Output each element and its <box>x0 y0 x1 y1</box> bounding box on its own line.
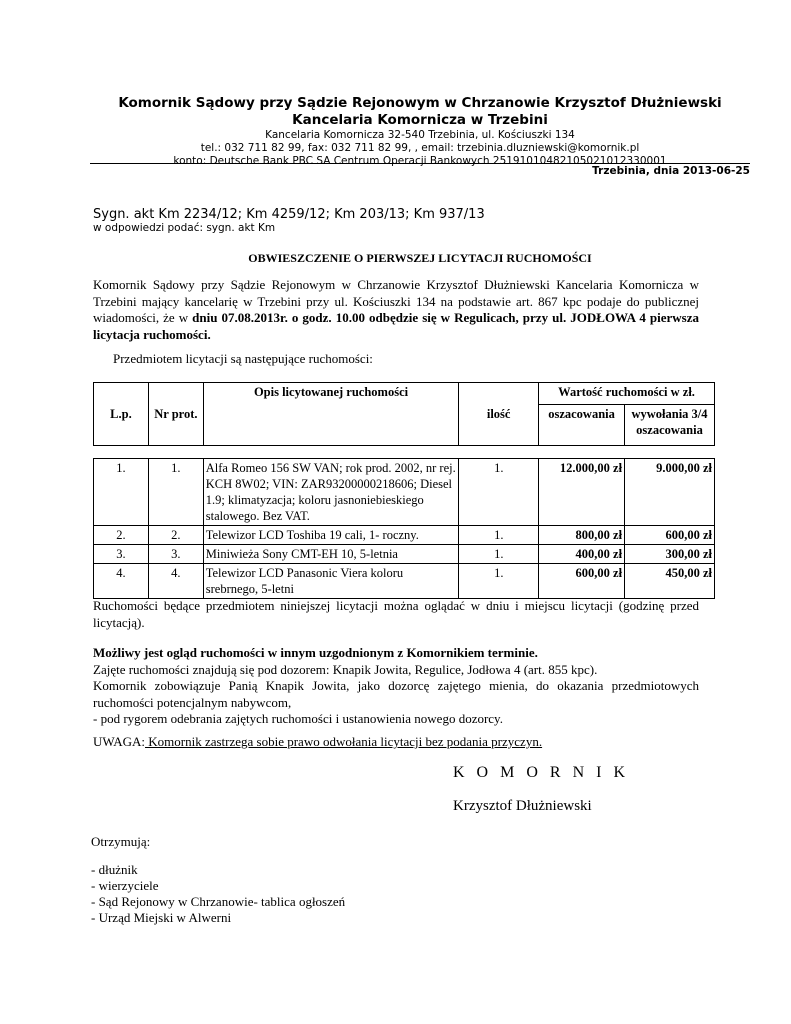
cell-ilosc: 1. <box>459 459 539 526</box>
bank-account: konto: Deutsche Bank PBC SA Centrum Operacji Bankowych 25191010482105021012330001 <box>173 155 667 167</box>
header-oszacowania: oszacowania <box>539 405 625 446</box>
cell-opis: Telewizor LCD Panasonic Viera koloru srebrnego, 5-letni <box>203 564 459 599</box>
custodian-obligation: Komornik zobowiązuje Panią Knapik Jowita, jako dozorcę zajętego mienia, do okazania przedmiotowych ruchomości potencjalnym nabywcom, <box>93 678 699 710</box>
list-item: - Urząd Miejski w Alwerni <box>91 910 232 925</box>
cell-nr: 4. <box>148 564 203 599</box>
signature-name: Krzysztof Dłużniewski <box>453 798 592 814</box>
items-table-header <box>93 382 715 446</box>
auction-date-text: dniu 07.08.2013r. o godz. 10.00 odbędzie się w Regulicach, przy ul. JODŁOWA 4 pierwsza licytacja ruchomości. <box>93 310 699 342</box>
cell-opis: Telewizor LCD Toshiba 19 cali, 1- roczny. <box>203 526 459 545</box>
cell-lp: 1. <box>94 459 149 526</box>
custody-paragraph <box>93 645 699 728</box>
cell-lp: 2. <box>94 526 149 545</box>
header-wartosc: Wartość ruchomości w zł. <box>539 383 715 405</box>
cell-ilosc: 1. <box>459 526 539 545</box>
office-name: Kancelaria Komornicza w Trzebini <box>292 112 548 128</box>
recipients-list <box>91 862 345 926</box>
list-item: - dłużnik <box>91 862 138 877</box>
letterhead <box>90 95 750 168</box>
items-intro: Przedmiotem licytacji są następujące ruchomości: <box>113 351 373 366</box>
header-nr: Nr prot. <box>148 383 203 446</box>
list-item: - wierzyciele <box>91 878 159 893</box>
warning-text: Komornik zastrzega sobie prawo odwołania licytacji bez podania przyczyn. <box>145 734 543 749</box>
warning-note <box>93 734 699 751</box>
cell-ilosc: 1. <box>459 564 539 599</box>
header-opis: Opis licytowanej ruchomości <box>203 383 458 446</box>
header-wywolania: wywołania 3/4 oszacowania <box>625 405 715 446</box>
items-table <box>93 458 715 599</box>
viewing-paragraph: Ruchomości będące przedmiotem niniejszej licytacji można oglądać w dniu i miejscu licytacji (godzinę przed licytacją). <box>93 598 699 630</box>
table-row <box>94 526 715 545</box>
case-reference: Sygn. akt Km 2234/12; Km 4259/12; Km 203/13; Km 937/13 <box>93 207 485 222</box>
office-address: Kancelaria Komornicza 32-540 Trzebinia, ul. Kościuszki 134 <box>265 129 575 141</box>
cell-wywolania: 450,00 zł <box>625 564 715 599</box>
intro-paragraph <box>93 277 699 343</box>
document-title: OBWIESZCZENIE O PIERWSZEJ LICYTACJI RUCHOMOŚCI <box>248 251 592 265</box>
penalty-note: - pod rygorem odebrania zajętych ruchomości i ustanowienia nowego dozorcy. <box>93 711 503 726</box>
cell-nr: 1. <box>148 459 203 526</box>
custody-note: Zajęte ruchomości znajdują się pod dozorem: Knapik Jowita, Regulice, Jodłowa 4 (art. 855 kpc). <box>93 661 598 677</box>
cell-oszacowania: 12.000,00 zł <box>539 459 625 526</box>
intro-text: Komornik Sądowy przy Sądzie Rejonowym w Chrzanowie Krzysztof Dłużniewski Kancelaria Komornicza w Trzebini mający kancelarię w Trzebini przy ul. Kościuszki 134 na podstawie art. 867 kpc podaje do publicznej wiadomości, że w <box>93 277 699 325</box>
cell-nr: 2. <box>148 526 203 545</box>
list-item: - Sąd Rejonowy w Chrzanowie- tablica ogłoszeń <box>91 894 346 909</box>
cell-wywolania: 9.000,00 zł <box>625 459 715 526</box>
inspection-note: Możliwy jest ogląd ruchomości w innym uzgodnionym z Komornikiem terminie. <box>93 645 538 660</box>
cell-wywolania: 300,00 zł <box>625 545 715 564</box>
bailiff-name: Komornik Sądowy przy Sądzie Rejonowym w Chrzanowie Krzysztof Dłużniewski <box>118 95 722 111</box>
table-row <box>94 459 715 526</box>
header-lp: L.p. <box>94 383 149 446</box>
cell-oszacowania: 600,00 zł <box>539 564 625 599</box>
cell-oszacowania: 800,00 zł <box>539 526 625 545</box>
table-row <box>94 564 715 599</box>
header-divider <box>90 163 750 164</box>
cell-opis: Miniwieża Sony CMT-EH 10, 5-letnia <box>203 545 459 564</box>
cell-nr: 3. <box>148 545 203 564</box>
office-contact: tel.: 032 711 82 99, fax: 032 711 82 99, , email: trzebinia.dluzniewski@komornik.pl <box>200 142 640 154</box>
warning-label: UWAGA: <box>93 734 145 749</box>
cell-wywolania: 600,00 zł <box>625 526 715 545</box>
cell-lp: 4. <box>94 564 149 599</box>
table-row <box>94 545 715 564</box>
document-date: Trzebinia, dnia 2013-06-25 <box>592 165 750 177</box>
recipients-heading: Otrzymują: <box>91 834 151 849</box>
cell-ilosc: 1. <box>459 545 539 564</box>
reply-reference: w odpowiedzi podać: sygn. akt Km <box>93 222 276 234</box>
signature-title: K O M O R N I K <box>453 764 629 781</box>
header-ilosc: ilość <box>459 383 539 446</box>
cell-opis: Alfa Romeo 156 SW VAN; rok prod. 2002, nr rej. KCH 8W02; VIN: ZAR93200000218606; Diesel 1.9; klimatyzacja; koloru jasnoniebieskiego stalowego. Bez VAT. <box>203 459 459 526</box>
cell-oszacowania: 400,00 zł <box>539 545 625 564</box>
cell-lp: 3. <box>94 545 149 564</box>
